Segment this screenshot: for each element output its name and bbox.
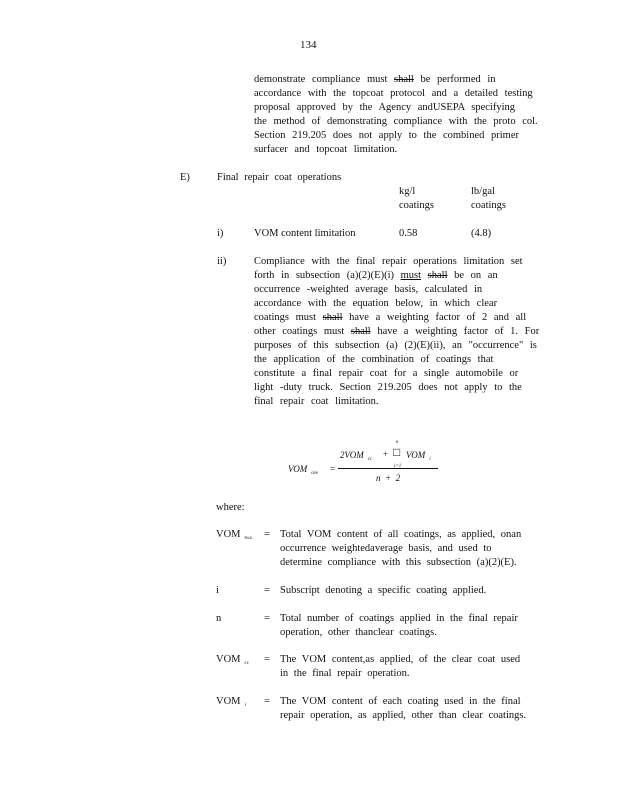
definition-term: VOM $_{cc}$ bbox=[216, 654, 249, 666]
struck-word: shall bbox=[394, 74, 414, 85]
unit-lb-line-2: coatings bbox=[471, 200, 506, 211]
unit-lb-per-gal bbox=[471, 185, 506, 213]
sum-icon: □ bbox=[393, 445, 401, 459]
top-paragraph-line-4: the method of demonstrating compliance with the proto col. bbox=[254, 116, 538, 127]
unit-lb-line-1: lb/gal bbox=[471, 186, 495, 197]
definition-equals: = bbox=[264, 529, 270, 540]
item-ii-line-4: accordance with the equation below, in which clear bbox=[254, 298, 498, 309]
definition-term: n bbox=[216, 613, 222, 624]
unit-kg-per-l bbox=[399, 185, 434, 213]
item-i-value-kg: 0.58 bbox=[399, 228, 418, 239]
fraction-bar bbox=[338, 468, 438, 469]
top-paragraph-line-2: accordance with the topcoat protocol and a detailed testing bbox=[254, 88, 533, 99]
item-i-text: VOM content limitation bbox=[254, 228, 356, 239]
formula-sum-lower: i=1 bbox=[394, 464, 402, 469]
unit-kg-line-2: coatings bbox=[399, 200, 434, 211]
formula-sum-upper: n bbox=[396, 440, 399, 445]
item-ii-line-7: purposes of this subsection (a) (2)(E)(ii), an "occurrence" is bbox=[254, 340, 537, 351]
definition-body: Subscript denoting a specific coating applied. bbox=[280, 585, 487, 596]
item-ii-label: ii) bbox=[217, 256, 227, 267]
formula-lhs: VOM $_{ave}$ bbox=[288, 464, 319, 476]
definition-term: i bbox=[216, 585, 219, 596]
formula-numerator-term-a: 2VOM $_{cc}$ bbox=[340, 450, 373, 462]
where-label: where: bbox=[216, 502, 245, 513]
item-i-value-lb: (4.8) bbox=[471, 228, 492, 239]
top-paragraph-line-5: Section 219.205 does not apply to the combined primer bbox=[254, 130, 519, 141]
struck-word: shall bbox=[322, 312, 343, 323]
formula-plus: + bbox=[383, 449, 389, 459]
page-number: 134 bbox=[300, 39, 317, 51]
item-ii-line-11: final repair coat limitation. bbox=[254, 396, 379, 407]
definition-equals: = bbox=[264, 654, 270, 665]
definition-body: Total number of coatings applied in the final repair operation, other thanclear coatings. bbox=[280, 613, 518, 638]
struck-word: shall bbox=[350, 326, 371, 337]
top-paragraph bbox=[254, 73, 544, 157]
formula-denominator: n + 2 bbox=[376, 473, 401, 483]
item-ii-line-2: forth in subsection (a)(2)(E)(i) must shall be on an bbox=[254, 270, 498, 281]
section-e-label: E) bbox=[180, 172, 190, 183]
definition-equals: = bbox=[264, 696, 270, 707]
struck-word: shall bbox=[427, 270, 448, 281]
item-ii-line-1: Compliance with the final repair operations limitation set bbox=[254, 256, 523, 267]
formula-numerator-term-b: VOM $_i$ bbox=[406, 450, 431, 462]
definition-body: Total VOM content of all coatings, as applied, onan occurrence weightedaverage basis, and used to determine compliance with this subsection (a)(2)(E). bbox=[280, 529, 522, 568]
inserted-word: must bbox=[400, 270, 422, 281]
definition-term: VOM $_{twa}$ bbox=[216, 529, 252, 541]
definition-equals: = bbox=[264, 585, 270, 596]
top-paragraph-line-1: demonstrate compliance must shall be performed in bbox=[254, 74, 496, 85]
item-ii-line-9: constitute a final repair coat for a single automobile or bbox=[254, 368, 519, 379]
top-paragraph-line-3: proposal approved by the Agency andUSEPA specifying bbox=[254, 102, 515, 113]
top-paragraph-line-6: surfacer and topcoat limitation. bbox=[254, 144, 398, 155]
item-ii-line-10: light -duty truck. Section 219.205 does not apply to the bbox=[254, 382, 522, 393]
formula-equals: = bbox=[330, 464, 336, 474]
item-ii-line-6: other coatings must shall have a weighting factor of 1. For bbox=[254, 326, 540, 337]
definition-body: The VOM content of each coating used in the final repair operation, as applied, other than clear coatings. bbox=[280, 696, 527, 721]
vom-average-formula bbox=[288, 440, 448, 490]
definition-body: The VOM content,as applied, of the clear coat used in the final repair operation. bbox=[280, 654, 521, 679]
item-i-label: i) bbox=[217, 228, 224, 239]
item-ii-line-8: the application of the combination of coatings that bbox=[254, 354, 494, 365]
definition-equals: = bbox=[264, 613, 270, 624]
unit-kg-line-1: kg/l bbox=[399, 186, 416, 197]
section-e-title: Final repair coat operations bbox=[217, 172, 342, 183]
item-ii-line-3: occurrence -weighted average basis, calculated in bbox=[254, 284, 483, 295]
item-ii-paragraph bbox=[254, 255, 544, 409]
definition-term: VOM $_i$ bbox=[216, 696, 246, 708]
item-ii-line-5: coatings must shall have a weighting factor of 2 and all bbox=[254, 312, 527, 323]
